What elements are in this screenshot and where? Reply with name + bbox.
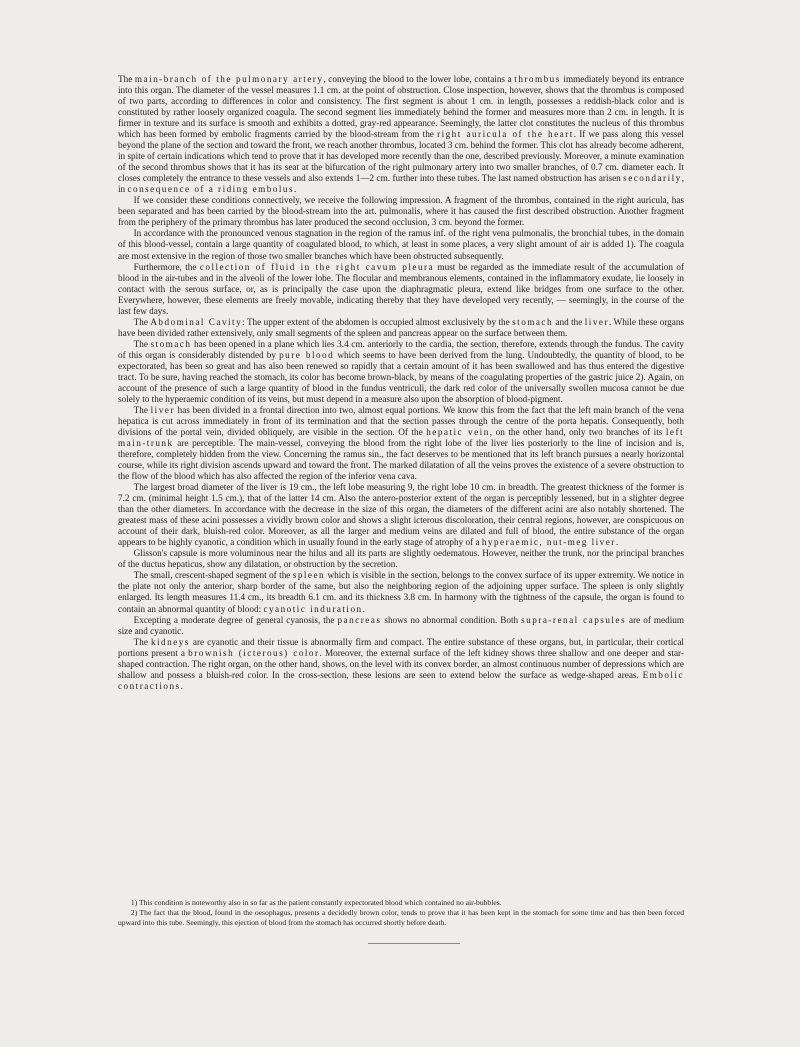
text-run: . [362,603,365,614]
text-run: The [118,74,135,84]
spaced-emphasis: spleen [292,570,326,581]
paragraph [118,637,684,692]
spaced-emphasis: pure blood [279,349,335,360]
spaced-emphasis: brownish (icterous) color [188,647,320,658]
spaced-emphasis: kidneys [150,636,190,647]
paragraph [118,339,684,405]
text-run: . [180,680,183,691]
spaced-emphasis: Abdominal Cavity [150,316,243,327]
paragraph [118,615,684,637]
spaced-emphasis: thrombus [514,74,561,84]
text-run: must be regarded as the immediate result of the accumulation of blood in the air-tubes and in the alveoli of the lower lobe. The flocular and membranous elements, contained in the inflammatory exudate, lie loosely in contact with the serous surface, or, as is principally the case upon the diaphragmatic pleura, extend like bridges from one surface to the other. Everywhere, however, these elements are freely movable, indicating thereby that they have developed very recently, — seemingly, in the course of the last few days. [118,261,685,316]
bottom-rule [368,943,460,944]
body-text [118,74,684,692]
paragraph [118,195,684,228]
text-run: The [133,636,151,647]
spaced-emphasis: liver [150,404,175,415]
text-run: and the [553,316,585,327]
text-run: , in [118,173,684,195]
text-run: The [133,404,151,415]
footnote-1: 1) This condition is noteworthy also in so far as the patient constantly expectorated blood which contained no air-bubbles. [130,898,502,907]
text-run: . Moreover, the external surface of the left kidney shows three shallow and one deeper and star-shaped contraction. The right organ, on the other hand, shows, on the level with its convex border, an almost continuous number of depressions which are shallow and possess a bluish-red color. In the cross-section, these lesions are seen to extend below the surface as wedge-shaped areas. [118,647,684,680]
text-run: Furthermore, the [133,261,200,272]
text-run: , on the other hand, only two branches of its [489,427,666,437]
text-run: Glisson's capsule is more voluminous near the hilus and all its parts are slightly oedematous. However, neither the trunk, nor the principal branches of the ductus hepaticus, show any dilatation, or obstruction by the secretion. [118,548,684,570]
spaced-emphasis: supra-renal capsules [521,614,627,625]
text-run: . [294,184,297,195]
text-run: The [133,338,151,349]
text-run: . If we pass along this vessel beyond the plane of the section and toward the front, we reach another thrombus, located 3 cm. behind the former. This clot has already become adherent, in spite of certain indications which tend to prove that it has developed more recently than the one, described previously. Moreover, a minute examination of the second thrombus shows that it has its seat at the bifurcation of the right pulmonary artery into two smaller branches, of 0.7 cm. diameter each. It closes completely the entrance to these vessels and also extends 1—2 cm. further into these tubes. The last named obstruction has arisen [118,129,684,184]
text-run: are cyanotic and their tissue is abnormally firm and compact. The entire substance of these organs, but, in particular, their cortical portions present a [118,636,684,658]
text-run: , conveying the blood to the lower lobe, contains a [323,74,515,84]
spaced-emphasis: consequence of a riding embolus [127,184,295,195]
spaced-emphasis: Embolic contractions [118,669,684,691]
spaced-emphasis: stomach [512,316,554,327]
text-run: . While these organs have been divided rather extensively, only small segments of the spleen and pancreas appear on the surface between them. [118,316,685,338]
text-run: Excepting a moderate degree of general cyanosis, the [133,614,338,625]
spaced-emphasis: secondarily [623,173,682,184]
spaced-emphasis: cyanotic induration [263,603,363,614]
footnote-2: 2) The fact that the blood, found in the oesophagus, presents a decidedly brown color, tends to prove that it has been kept in the stomach for some time and has then been forced upward into this tube. Seemingly, this ejection of blood from the stomach has occurred shortly before death. [118,908,684,927]
text-run: The largest broad diameter of the liver is 19 cm., the left lobe measuring 9, the right lobe 10 cm. in breadth. The greatest thickness of the former is 7.2 cm. (minimal height 1.5 cm.), that of the latter 14 cm. Also the antero-posterior extent of the organ is perceptibly lessened, but in a slighter degree than the other diameters. In accordance with the decrease in the size of this organ, the diameters of the different acini are also notably shortened. The greatest mass of these acini possesses a vividly brown color and shows a slight icterous discoloration, their central regions, however, are conspicuous on account of their dark, bluish-red color. Moreover, as all the larger and medium veins are dilated and full of blood, the entire substance of the organ appears to be highly cyanotic, a condition which in usually found in the early stage of atrophy of a [118,482,684,548]
text-run: has been divided in a frontal direction into two, almost equal portions. We know this from the fact that the left main branch of the vena hepatica is cut across immediately in front of its termination and that the section passes through the centre of the porta hepatis. Consequently, both divisions of the portal vein, divided obliquely, are visible in the section. Of the [118,404,684,437]
paragraph [118,570,684,614]
footnotes [118,898,684,928]
paragraph [118,228,684,261]
spaced-emphasis: left main-trunk [118,427,685,449]
text-run: In accordance with the pronounced venous stagnation in the region of the ramus inf. of the right vena pulmonalis, the bronchial tubes, in the domain of this blood-vessel, contain a large quantity of coagulated blood, to which, at least in some places, a very slight amount of air is added 1). The coagula are most extensive in the region of those two smaller branches which have been obstructed subsequently. [118,228,684,261]
text-run: which seems to have been derived from the lung. Undoubtedly, the quantity of blood, to be expectorated, has been so great and has also been renewed so rapidly that a certain amount of it has been swallowed and has thus entered the digestive tract. To be sure, having reached the stomach, its color has become brown-black, by means of the coagulating properties of the gastric juice 2). Again, on account of the presence of such a large quantity of blood in the fundus ventriculi, the dark red color of the universally swollen mucosa cannot be due solely to the hyperaemic condition of its veins, but must depend in a measure also upon the absorption of blood-pigment. [118,349,684,404]
text-run: The small, crescent-shaped segment of the [133,570,293,581]
spaced-emphasis: collection of fluid in the right cavum pleura [199,261,435,272]
paragraph [118,482,684,548]
paragraph [118,317,684,339]
spaced-emphasis: stomach [150,338,192,349]
text-run: are perceptible. The main-vessel, conveying the blood from the right lobe of the liver lies posteriorly to the line of incision and is, therefore, completely hidden from the view. Concerning the ramus sin., the fact deserves to be mentioned that its left branch pursues a nearly horizontal course, while its right division ascends upward and toward the front. The marked dilatation of all the veins proves the existence of a severe obstruction to the flow of the blood which has also affected the region of the inferior vena cava. [118,438,684,482]
spaced-emphasis: hyperaemic, nut-meg liver [481,537,616,548]
text-run: . [615,537,619,548]
paragraph [118,405,684,482]
spaced-emphasis: hepatic vein [426,427,490,437]
text-run: : The upper extent of the abdomen is occupied almost exclusively by the [242,316,513,327]
text-run: If we consider these conditions connectively, we receive the following impression. A fragment of the thrombus, contained in the right auricula, has been separated and has been carried by the blood-stream into the art. pulmonalis, where it has caused the first described obstruction. Another fragment from the periphery of the primary thrombus has later produced the second occlusion, 3 cm. beyond the former. [118,195,684,228]
text-run: shows no abnormal condition. Both [381,614,522,625]
text-run: which is visible in the section, belongs to the convex surface of its upper extremity. We notice in the plate not only the anterior, sharp border of the same, but also the neighboring region of the adjoining upper surface. The spleen is only slightly enlarged. Its length measures 11.4 cm., its breadth 6.1 cm. and its thickness 3.8 cm. In harmony with the tightness of the capsule, the organ is found to contain an abnormal quantity of blood: [118,570,684,614]
text-run: The [133,316,151,327]
paragraph [118,74,684,195]
text-run: has been opened in a plane which lies 3.4 cm. anteriorly to the cardia, the section, therefore, extends through the fundus. The cavity of this organ is considerably distended by [118,338,684,360]
paragraph [118,548,684,570]
spaced-emphasis: liver [584,316,609,327]
text-run: are of medium size and cyanotic. [118,614,684,636]
text-run: immediately beyond its entrance into this organ. The diameter of the vessel measures 1.1 cm. at the point of obstruction. Close inspection, however, shows that the thrombus is composed of two parts, according to differences in color and consistency. The first segment is about 1 cm. in length, possesses a reddish-black color and is constituted by rather loosely organized coagula. The second segment lies immediately behind the former and measures more than 2 cm. in length. It is firmer in texture and its surface is smooth and exhibits a dotted, gray-red appearance. Seemingly, the latter clot constitutes the nucleus of this thrombus which has been formed by embolic fragments carried by the blood-stream from the [118,74,684,140]
spaced-emphasis: right auricula of the heart [437,129,574,140]
paragraph [118,262,684,317]
spaced-emphasis: pancreas [337,614,382,625]
spaced-emphasis: main-branch of the pulmonary artery [134,74,324,84]
